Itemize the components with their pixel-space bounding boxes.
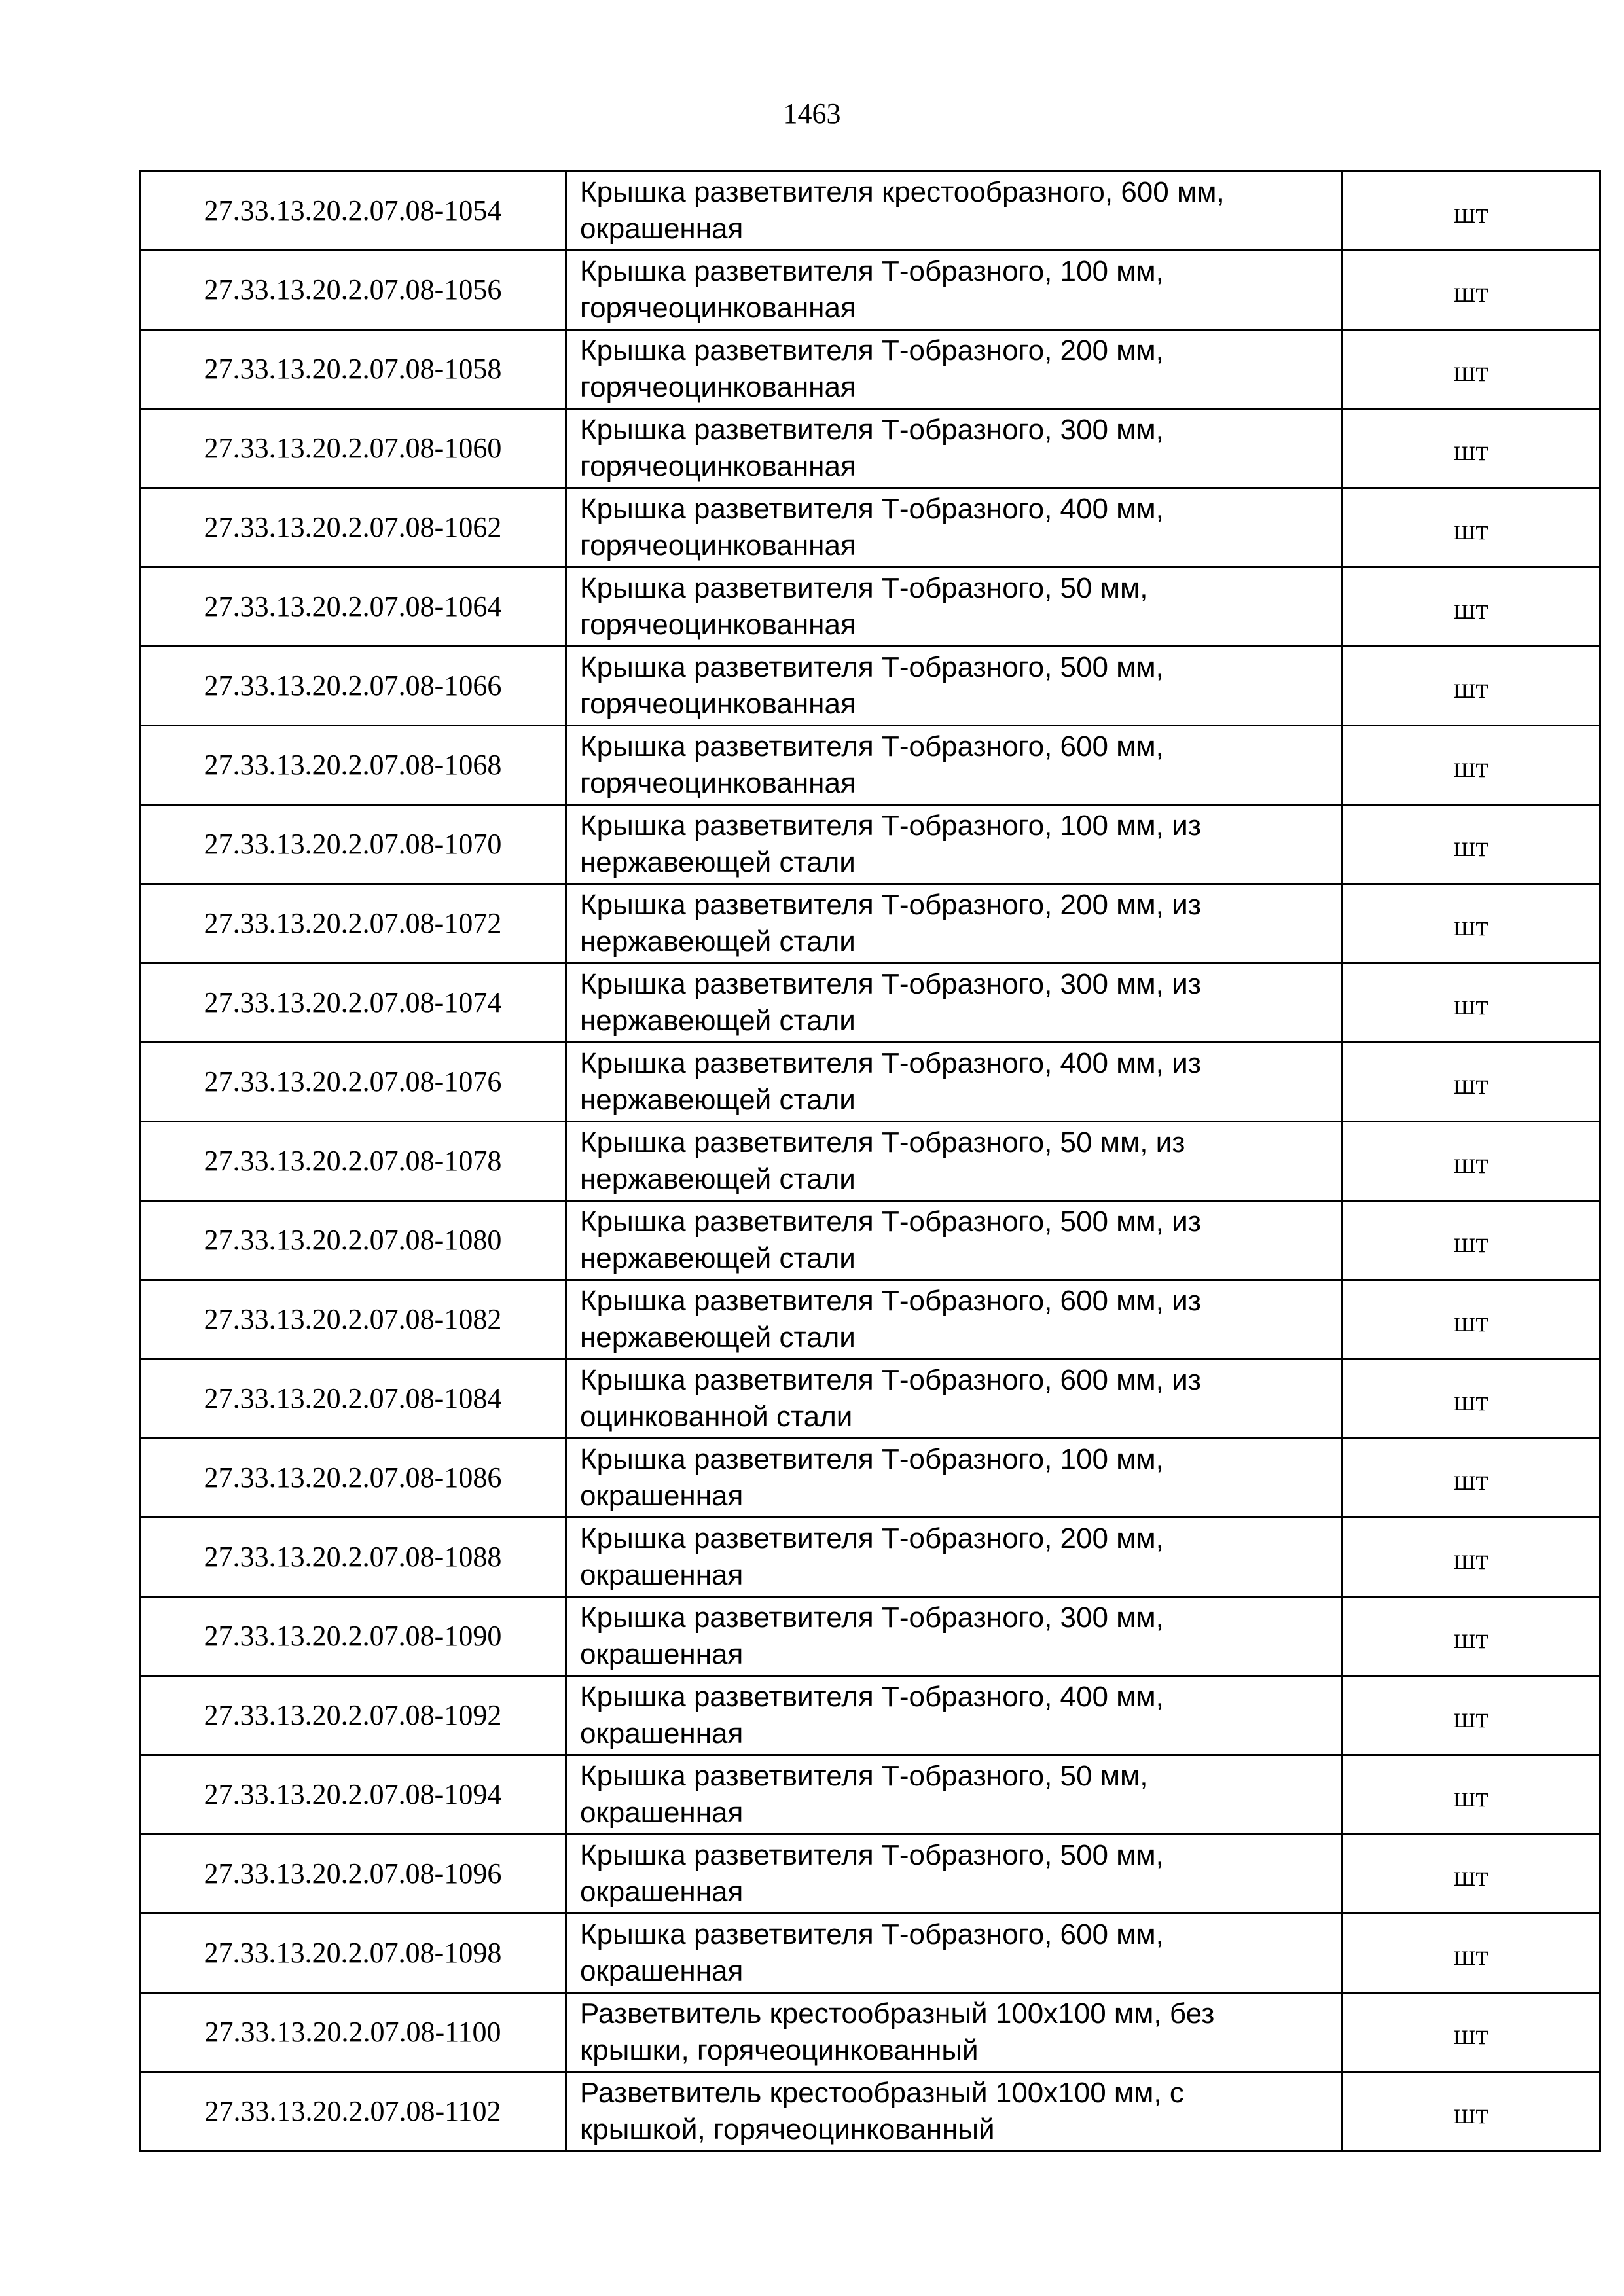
table-row	[140, 1755, 1600, 1835]
description-line-2: горячеоцинкованная	[580, 529, 856, 562]
item-unit: шт	[1342, 1439, 1600, 1518]
table-row	[140, 1122, 1600, 1201]
description-line-1: Крышка разветвителя Т-образного, 50 мм,	[580, 572, 1148, 604]
description-line-2: горячеоцинкованная	[580, 767, 856, 799]
item-code: 27.33.13.20.2.07.08-1068	[140, 726, 566, 805]
description-line-1: Крышка разветвителя крестообразного, 600 мм,	[580, 176, 1225, 208]
description-line-1: Крышка разветвителя Т-образного, 300 мм,	[580, 1602, 1164, 1634]
table-row	[140, 1439, 1600, 1518]
item-unit: шт	[1342, 1676, 1600, 1755]
item-description	[566, 1993, 1342, 2072]
description-line-2: окрашенная	[580, 1480, 744, 1512]
description-line-1: Крышка разветвителя Т-образного, 50 мм, из	[580, 1126, 1185, 1158]
item-code: 27.33.13.20.2.07.08-1076	[140, 1043, 566, 1122]
item-code: 27.33.13.20.2.07.08-1082	[140, 1280, 566, 1359]
description-line-2: окрашенная	[580, 1638, 744, 1670]
table-row	[140, 409, 1600, 488]
item-description	[566, 1597, 1342, 1676]
description-line-1: Крышка разветвителя Т-образного, 400 мм,	[580, 493, 1164, 525]
description-line-1: Крышка разветвителя Т-образного, 200 мм,	[580, 1522, 1164, 1554]
description-line-1: Крышка разветвителя Т-образного, 50 мм,	[580, 1760, 1148, 1792]
description-line-1: Крышка разветвителя Т-образного, 300 мм,	[580, 414, 1164, 446]
page-number: 1463	[783, 98, 841, 130]
table-row	[140, 1993, 1600, 2072]
description-line-2: окрашенная	[580, 1559, 744, 1591]
item-code: 27.33.13.20.2.07.08-1056	[140, 251, 566, 330]
item-code: 27.33.13.20.2.07.08-1064	[140, 567, 566, 647]
item-code: 27.33.13.20.2.07.08-1074	[140, 963, 566, 1043]
item-description	[566, 330, 1342, 409]
item-description	[566, 1914, 1342, 1993]
item-description	[566, 1518, 1342, 1597]
description-line-1: Крышка разветвителя Т-образного, 500 мм, из	[580, 1206, 1201, 1238]
item-code: 27.33.13.20.2.07.08-1094	[140, 1755, 566, 1835]
table-row	[140, 1597, 1600, 1676]
description-line-2: нержавеющей стали	[580, 1163, 856, 1195]
description-line-1: Крышка разветвителя Т-образного, 600 мм,	[580, 730, 1164, 762]
description-line-2: окрашенная	[580, 1797, 744, 1829]
item-code: 27.33.13.20.2.07.08-1072	[140, 884, 566, 963]
description-line-2: нержавеющей стали	[580, 1242, 856, 1274]
item-unit: шт	[1342, 1597, 1600, 1676]
table-row	[140, 330, 1600, 409]
description-line-1: Крышка разветвителя Т-образного, 600 мм, из	[580, 1285, 1201, 1317]
table-row	[140, 2072, 1600, 2151]
description-line-1: Крышка разветвителя Т-образного, 600 мм, из	[580, 1364, 1201, 1396]
item-description	[566, 409, 1342, 488]
table-row	[140, 171, 1600, 251]
catalog-table	[139, 170, 1601, 2152]
item-unit: шт	[1342, 1914, 1600, 1993]
item-description	[566, 567, 1342, 647]
item-code: 27.33.13.20.2.07.08-1070	[140, 805, 566, 884]
item-unit: шт	[1342, 1755, 1600, 1835]
item-code: 27.33.13.20.2.07.08-1066	[140, 647, 566, 726]
item-description	[566, 251, 1342, 330]
item-code: 27.33.13.20.2.07.08-1100	[140, 1993, 566, 2072]
item-description	[566, 1043, 1342, 1122]
item-code: 27.33.13.20.2.07.08-1054	[140, 171, 566, 251]
item-unit: шт	[1342, 647, 1600, 726]
item-code: 27.33.13.20.2.07.08-1090	[140, 1597, 566, 1676]
item-description	[566, 1280, 1342, 1359]
table-row	[140, 1676, 1600, 1755]
table-row	[140, 1835, 1600, 1914]
item-description	[566, 171, 1342, 251]
item-code: 27.33.13.20.2.07.08-1096	[140, 1835, 566, 1914]
item-unit: шт	[1342, 884, 1600, 963]
item-code: 27.33.13.20.2.07.08-1084	[140, 1359, 566, 1439]
item-description	[566, 1755, 1342, 1835]
item-unit: шт	[1342, 409, 1600, 488]
item-code: 27.33.13.20.2.07.08-1080	[140, 1201, 566, 1280]
description-line-1: Крышка разветвителя Т-образного, 200 мм, из	[580, 889, 1201, 921]
table-row	[140, 884, 1600, 963]
item-unit: шт	[1342, 726, 1600, 805]
item-description	[566, 805, 1342, 884]
item-description	[566, 1439, 1342, 1518]
table-row	[140, 726, 1600, 805]
item-unit: шт	[1342, 171, 1600, 251]
description-line-1: Крышка разветвителя Т-образного, 200 мм,	[580, 334, 1164, 367]
table-row	[140, 1914, 1600, 1993]
description-line-2: оцинкованной стали	[580, 1401, 853, 1433]
table-row	[140, 251, 1600, 330]
description-line-2: горячеоцинкованная	[580, 371, 856, 403]
table-row	[140, 1359, 1600, 1439]
description-line-2: горячеоцинкованная	[580, 609, 856, 641]
description-line-1: Крышка разветвителя Т-образного, 500 мм,	[580, 1839, 1164, 1871]
item-code: 27.33.13.20.2.07.08-1098	[140, 1914, 566, 1993]
table-row	[140, 1280, 1600, 1359]
description-line-2: окрашенная	[580, 1955, 744, 1987]
item-unit: шт	[1342, 1201, 1600, 1280]
description-line-1: Крышка разветвителя Т-образного, 600 мм,	[580, 1918, 1164, 1950]
table-row	[140, 805, 1600, 884]
item-code: 27.33.13.20.2.07.08-1078	[140, 1122, 566, 1201]
table-row	[140, 647, 1600, 726]
description-line-1: Крышка разветвителя Т-образного, 400 мм, из	[580, 1047, 1201, 1079]
description-line-2: нержавеющей стали	[580, 1005, 856, 1037]
description-line-2: нержавеющей стали	[580, 1084, 856, 1116]
table-row	[140, 1518, 1600, 1597]
item-description	[566, 963, 1342, 1043]
description-line-2: окрашенная	[580, 213, 744, 245]
description-line-2: нержавеющей стали	[580, 1321, 856, 1354]
description-line-2: горячеоцинкованная	[580, 688, 856, 720]
item-unit: шт	[1342, 805, 1600, 884]
item-description	[566, 647, 1342, 726]
item-description	[566, 884, 1342, 963]
item-unit: шт	[1342, 1122, 1600, 1201]
description-line-2: крышки, горячеоцинкованный	[580, 2034, 979, 2066]
item-description	[566, 1676, 1342, 1755]
table-row	[140, 1043, 1600, 1122]
description-line-2: нержавеющей стали	[580, 925, 856, 958]
item-unit: шт	[1342, 1993, 1600, 2072]
item-code: 27.33.13.20.2.07.08-1088	[140, 1518, 566, 1597]
description-line-2: горячеоцинкованная	[580, 450, 856, 482]
description-line-1: Крышка разветвителя Т-образного, 100 мм,	[580, 255, 1164, 287]
item-description	[566, 1201, 1342, 1280]
description-line-1: Крышка разветвителя Т-образного, 500 мм,	[580, 651, 1164, 683]
item-unit: шт	[1342, 251, 1600, 330]
item-code: 27.33.13.20.2.07.08-1102	[140, 2072, 566, 2151]
item-code: 27.33.13.20.2.07.08-1092	[140, 1676, 566, 1755]
item-description	[566, 1122, 1342, 1201]
description-line-1: Разветвитель крестообразный 100х100 мм, без	[580, 1998, 1215, 2030]
item-unit: шт	[1342, 1518, 1600, 1597]
table-row	[140, 963, 1600, 1043]
description-line-1: Крышка разветвителя Т-образного, 100 мм, из	[580, 810, 1201, 842]
item-code: 27.33.13.20.2.07.08-1058	[140, 330, 566, 409]
table-row	[140, 567, 1600, 647]
item-description	[566, 2072, 1342, 2151]
description-line-1: Крышка разветвителя Т-образного, 300 мм, из	[580, 968, 1201, 1000]
catalog-table-body	[140, 171, 1600, 2151]
item-unit: шт	[1342, 1280, 1600, 1359]
description-line-2: крышкой, горячеоцинкованный	[580, 2113, 995, 2145]
description-line-2: окрашенная	[580, 1876, 744, 1908]
item-description	[566, 1835, 1342, 1914]
item-unit: шт	[1342, 2072, 1600, 2151]
item-unit: шт	[1342, 567, 1600, 647]
item-code: 27.33.13.20.2.07.08-1086	[140, 1439, 566, 1518]
description-line-2: горячеоцинкованная	[580, 292, 856, 324]
item-unit: шт	[1342, 330, 1600, 409]
item-unit: шт	[1342, 1835, 1600, 1914]
item-unit: шт	[1342, 488, 1600, 567]
item-unit: шт	[1342, 963, 1600, 1043]
table-row	[140, 488, 1600, 567]
item-description	[566, 726, 1342, 805]
item-description	[566, 1359, 1342, 1439]
description-line-1: Крышка разветвителя Т-образного, 400 мм,	[580, 1681, 1164, 1713]
item-description	[566, 488, 1342, 567]
item-unit: шт	[1342, 1359, 1600, 1439]
item-unit: шт	[1342, 1043, 1600, 1122]
description-line-1: Разветвитель крестообразный 100х100 мм, с	[580, 2077, 1184, 2109]
item-code: 27.33.13.20.2.07.08-1060	[140, 409, 566, 488]
description-line-2: нержавеющей стали	[580, 846, 856, 878]
description-line-1: Крышка разветвителя Т-образного, 100 мм,	[580, 1443, 1164, 1475]
item-code: 27.33.13.20.2.07.08-1062	[140, 488, 566, 567]
table-row	[140, 1201, 1600, 1280]
description-line-2: окрашенная	[580, 1717, 744, 1749]
